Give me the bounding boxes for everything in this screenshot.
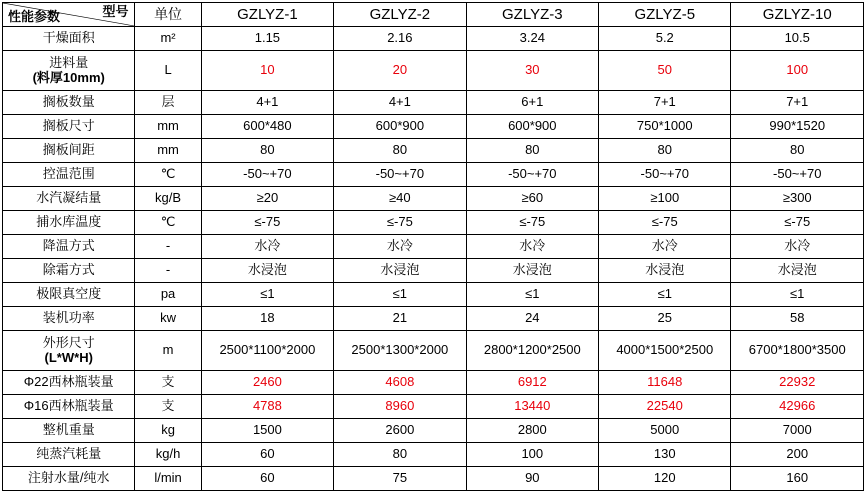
row-value: 4608 <box>334 371 466 395</box>
row-value: 4+1 <box>334 91 466 115</box>
table-row <box>3 211 864 235</box>
table-row <box>3 283 864 307</box>
row-value: ≤1 <box>731 283 864 307</box>
row-param-label: 水汽凝结量 <box>3 187 135 211</box>
row-param-label: 进料量 (料厚10mm) <box>3 51 135 91</box>
corner-param-label: 性能参数 <box>8 9 61 25</box>
row-value: -50~+70 <box>201 163 333 187</box>
table-row <box>3 331 864 371</box>
row-value: 3.24 <box>466 27 598 51</box>
row-value: ≤1 <box>334 283 466 307</box>
row-value: 600*900 <box>466 115 598 139</box>
row-value: 100 <box>731 51 864 91</box>
row-value: 2800 <box>466 419 598 443</box>
row-param-label: 搁板尺寸 <box>3 115 135 139</box>
row-param-label: 纯蒸汽耗量 <box>3 443 135 467</box>
row-value: ≤-75 <box>731 211 864 235</box>
row-param-label: Φ16西林瓶装量 <box>3 395 135 419</box>
row-value: 2500*1100*2000 <box>201 331 333 371</box>
row-value: ≥40 <box>334 187 466 211</box>
row-value: 1.15 <box>201 27 333 51</box>
specification-table <box>2 2 864 491</box>
table-row <box>3 443 864 467</box>
table-row <box>3 163 864 187</box>
row-value: 24 <box>466 307 598 331</box>
table-row <box>3 91 864 115</box>
row-value: 30 <box>466 51 598 91</box>
row-value: 20 <box>334 51 466 91</box>
row-param-label: Φ22西林瓶装量 <box>3 371 135 395</box>
corner-header-cell <box>3 3 135 27</box>
row-value: 水冷 <box>201 235 333 259</box>
row-value: 120 <box>599 467 731 491</box>
row-unit: 层 <box>135 91 201 115</box>
row-value: 750*1000 <box>599 115 731 139</box>
table-row <box>3 139 864 163</box>
model-header-2: GZLYZ-2 <box>334 3 466 27</box>
model-header-4: GZLYZ-5 <box>599 3 731 27</box>
row-value: 2460 <box>201 371 333 395</box>
row-param-label: 搁板间距 <box>3 139 135 163</box>
row-unit: l/min <box>135 467 201 491</box>
row-value: 75 <box>334 467 466 491</box>
row-unit: kg <box>135 419 201 443</box>
row-value: 水冷 <box>731 235 864 259</box>
model-header-5: GZLYZ-10 <box>731 3 864 27</box>
row-value: ≤-75 <box>599 211 731 235</box>
table-row <box>3 395 864 419</box>
row-value: 80 <box>599 139 731 163</box>
table-header <box>3 3 864 27</box>
row-value: 60 <box>201 467 333 491</box>
table-row <box>3 371 864 395</box>
row-param-label: 控温范围 <box>3 163 135 187</box>
table-body <box>3 27 864 491</box>
row-unit: m <box>135 331 201 371</box>
row-param-label: 搁板数量 <box>3 91 135 115</box>
table-row <box>3 187 864 211</box>
row-param-label: 极限真空度 <box>3 283 135 307</box>
row-value: 18 <box>201 307 333 331</box>
row-value: 58 <box>731 307 864 331</box>
model-header-1: GZLYZ-1 <box>201 3 333 27</box>
row-value: 6700*1800*3500 <box>731 331 864 371</box>
row-value: 600*900 <box>334 115 466 139</box>
header-row <box>3 3 864 27</box>
row-value: 990*1520 <box>731 115 864 139</box>
row-unit: kg/h <box>135 443 201 467</box>
table-row <box>3 27 864 51</box>
row-value: -50~+70 <box>731 163 864 187</box>
row-value: 水浸泡 <box>334 259 466 283</box>
row-param-sublabel: (L*W*H) <box>44 349 93 365</box>
table-row <box>3 235 864 259</box>
row-param-label: 整机重量 <box>3 419 135 443</box>
row-value: 7+1 <box>731 91 864 115</box>
row-value: 1500 <box>201 419 333 443</box>
row-value: 90 <box>466 467 598 491</box>
row-value: 水冷 <box>334 235 466 259</box>
row-value: 10.5 <box>731 27 864 51</box>
row-unit: 支 <box>135 371 201 395</box>
row-param-label: 干燥面积 <box>3 27 135 51</box>
row-param-sublabel: (料厚10mm) <box>32 69 105 85</box>
row-unit: pa <box>135 283 201 307</box>
row-unit: ℃ <box>135 163 201 187</box>
row-value: 100 <box>466 443 598 467</box>
row-value: 2.16 <box>334 27 466 51</box>
row-value: 水冷 <box>466 235 598 259</box>
row-param-label: 装机功率 <box>3 307 135 331</box>
model-header-3: GZLYZ-3 <box>466 3 598 27</box>
row-value: 60 <box>201 443 333 467</box>
table-row <box>3 419 864 443</box>
row-param-label: 捕水库温度 <box>3 211 135 235</box>
row-value: ≥100 <box>599 187 731 211</box>
row-value: 4+1 <box>201 91 333 115</box>
table-row <box>3 259 864 283</box>
row-value: 10 <box>201 51 333 91</box>
row-value: 6912 <box>466 371 598 395</box>
row-value: ≥60 <box>466 187 598 211</box>
row-param-label: 除霜方式 <box>3 259 135 283</box>
unit-column-header: 单位 <box>135 3 201 27</box>
row-value: 21 <box>334 307 466 331</box>
row-value: ≤-75 <box>466 211 598 235</box>
row-value: ≤-75 <box>334 211 466 235</box>
row-value: -50~+70 <box>466 163 598 187</box>
row-value: 6+1 <box>466 91 598 115</box>
row-value: 2600 <box>334 419 466 443</box>
row-value: 22540 <box>599 395 731 419</box>
row-value: 水冷 <box>599 235 731 259</box>
row-value: ≤1 <box>599 283 731 307</box>
row-unit: kw <box>135 307 201 331</box>
row-value: 2500*1300*2000 <box>334 331 466 371</box>
row-value: 11648 <box>599 371 731 395</box>
row-unit: kg/B <box>135 187 201 211</box>
row-value: 水浸泡 <box>201 259 333 283</box>
row-value: 80 <box>731 139 864 163</box>
corner-model-label: 型号 <box>102 4 129 19</box>
row-value: ≤1 <box>201 283 333 307</box>
row-value: 4000*1500*2500 <box>599 331 731 371</box>
row-value: 7+1 <box>599 91 731 115</box>
row-unit: m² <box>135 27 201 51</box>
row-value: 2800*1200*2500 <box>466 331 598 371</box>
row-unit: ℃ <box>135 211 201 235</box>
row-value: 25 <box>599 307 731 331</box>
row-unit: 支 <box>135 395 201 419</box>
row-value: 5000 <box>599 419 731 443</box>
row-value: 50 <box>599 51 731 91</box>
row-value: 8960 <box>334 395 466 419</box>
row-value: 80 <box>201 139 333 163</box>
table-row <box>3 51 864 91</box>
row-unit: mm <box>135 139 201 163</box>
row-value: 水浸泡 <box>731 259 864 283</box>
row-value: ≤-75 <box>201 211 333 235</box>
row-value: -50~+70 <box>599 163 731 187</box>
row-value: 13440 <box>466 395 598 419</box>
table-row <box>3 467 864 491</box>
row-value: -50~+70 <box>334 163 466 187</box>
row-param-label: 外形尺寸 (L*W*H) <box>3 331 135 371</box>
row-value: 5.2 <box>599 27 731 51</box>
row-unit: - <box>135 235 201 259</box>
row-unit: mm <box>135 115 201 139</box>
row-value: 130 <box>599 443 731 467</box>
row-value: ≥300 <box>731 187 864 211</box>
row-param-label: 注射水量/纯水 <box>3 467 135 491</box>
row-value: 80 <box>334 139 466 163</box>
row-unit: L <box>135 51 201 91</box>
row-value: 7000 <box>731 419 864 443</box>
table-row <box>3 307 864 331</box>
row-value: ≥20 <box>201 187 333 211</box>
row-value: 80 <box>466 139 598 163</box>
row-value: 4788 <box>201 395 333 419</box>
row-value: 水浸泡 <box>599 259 731 283</box>
row-param-label: 降温方式 <box>3 235 135 259</box>
row-value: 水浸泡 <box>466 259 598 283</box>
row-value: 42966 <box>731 395 864 419</box>
row-value: 80 <box>334 443 466 467</box>
table-row <box>3 115 864 139</box>
row-unit: - <box>135 259 201 283</box>
row-value: 600*480 <box>201 115 333 139</box>
row-value: 160 <box>731 467 864 491</box>
row-value: 22932 <box>731 371 864 395</box>
row-value: 200 <box>731 443 864 467</box>
row-value: ≤1 <box>466 283 598 307</box>
